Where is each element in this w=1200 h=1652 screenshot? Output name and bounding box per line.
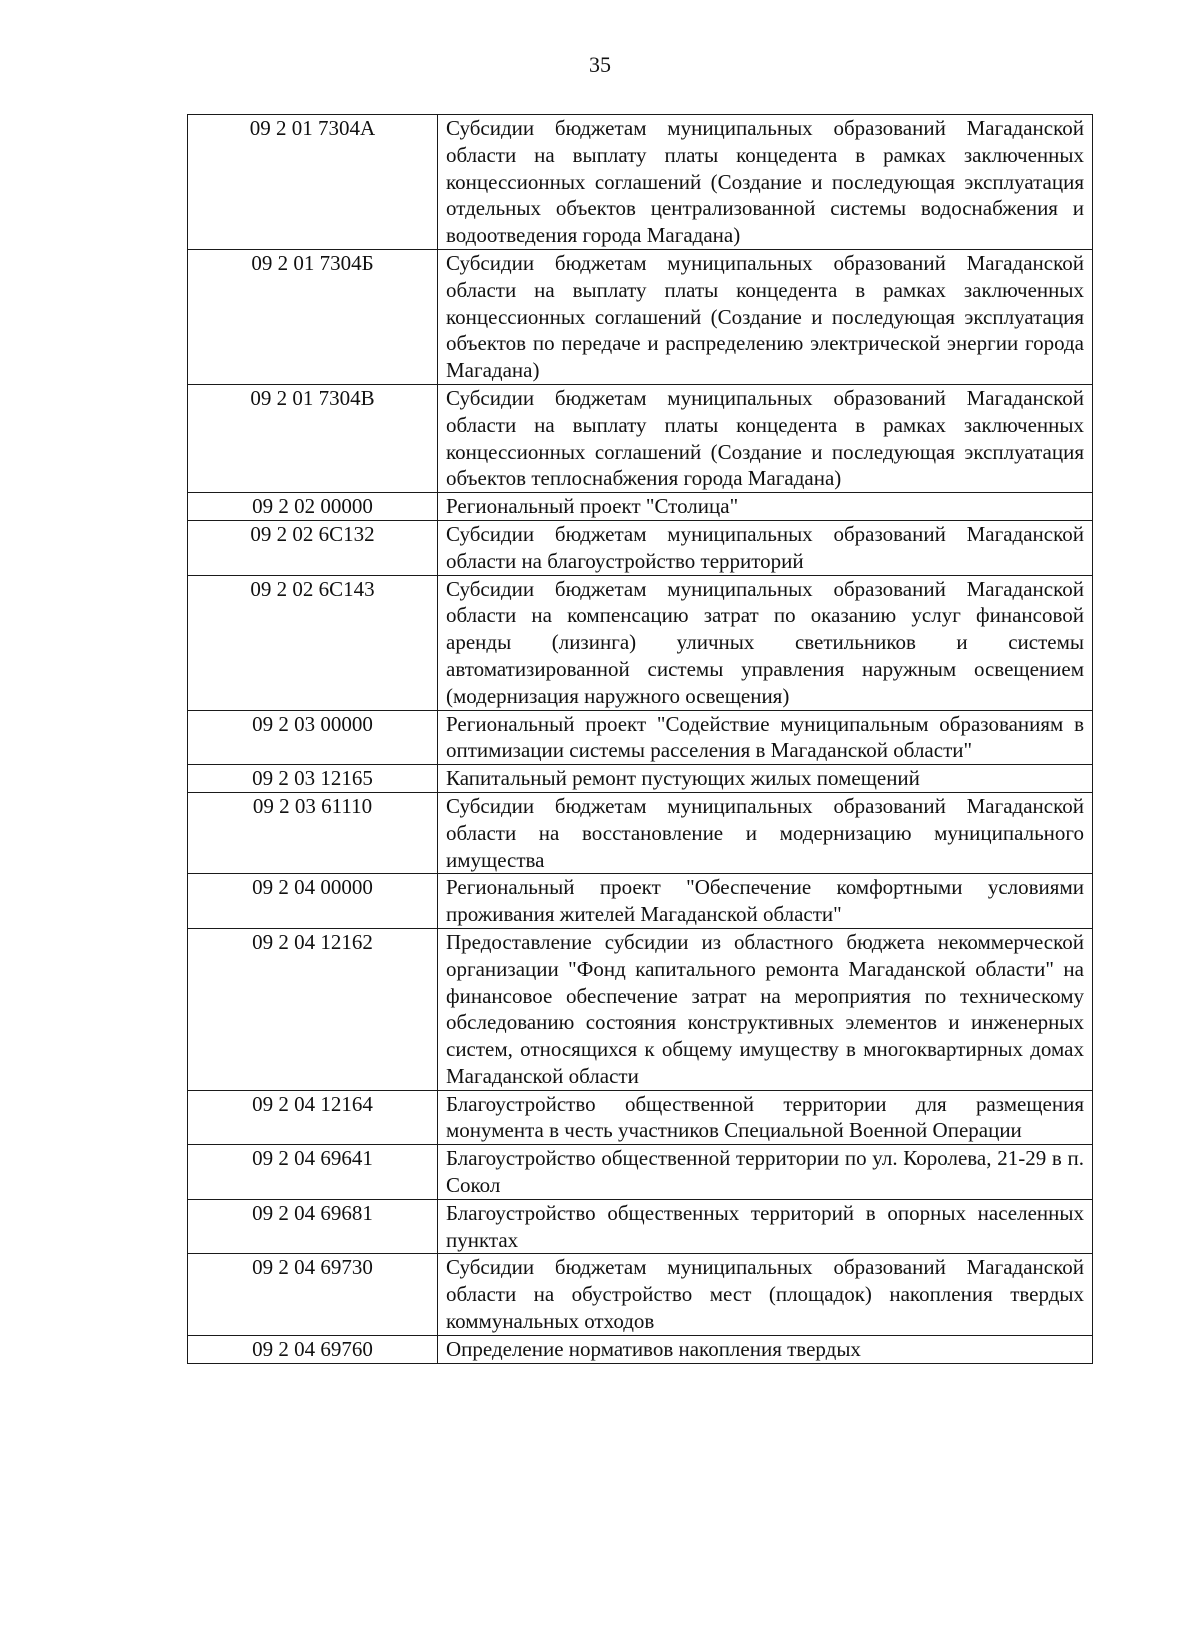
table-row bbox=[188, 1254, 1093, 1335]
row-code: 09 2 04 00000 bbox=[188, 874, 438, 929]
table-row bbox=[188, 520, 1093, 575]
row-description: Благоустройство общественной территории по ул. Королева, 21-29 в п. Сокол bbox=[438, 1145, 1093, 1200]
row-description: Капитальный ремонт пустующих жилых помещений bbox=[438, 765, 1093, 793]
table-row bbox=[188, 928, 1093, 1090]
row-description: Региональный проект "Содействие муниципальным образованиям в оптимизации системы расселения в Магаданской области" bbox=[438, 710, 1093, 765]
table-row bbox=[188, 115, 1093, 250]
row-code: 09 2 04 12162 bbox=[188, 928, 438, 1090]
row-description: Региональный проект "Столица" bbox=[438, 493, 1093, 521]
row-code: 09 2 02 6С143 bbox=[188, 575, 438, 710]
row-description: Субсидии бюджетам муниципальных образований Магаданской области на компенсацию затрат по оказанию услуг финансовой аренды (лизинга) уличных светильников и системы автоматизированной системы управления наружным освещением (модернизация наружного освещения) bbox=[438, 575, 1093, 710]
row-description: Предоставление субсидии из областного бюджета некоммерческой организации "Фонд капитального ремонта Магаданской области" на финансовое обеспечение затрат на мероприятия по техническому обследованию состояния конструктивных элементов и инженерных систем, относящихся к общему имуществу в многоквартирных домах Магаданской области bbox=[438, 928, 1093, 1090]
table-row bbox=[188, 792, 1093, 873]
table-body bbox=[188, 115, 1093, 1364]
row-code: 09 2 01 7304Б bbox=[188, 249, 438, 384]
row-description: Субсидии бюджетам муниципальных образований Магаданской области на выплату платы концедента в рамках заключенных концессионных соглашений (Создание и последующая эксплуатация отдельных объектов централизованной системы водоснабжения и водоотведения города Магадана) bbox=[438, 115, 1093, 250]
row-code: 09 2 04 69641 bbox=[188, 1145, 438, 1200]
row-code: 09 2 01 7304В bbox=[188, 384, 438, 492]
row-description: Благоустройство общественной территории для размещения монумента в честь участников Специальной Военной Операции bbox=[438, 1090, 1093, 1145]
row-description: Субсидии бюджетам муниципальных образований Магаданской области на благоустройство территорий bbox=[438, 520, 1093, 575]
table-row bbox=[188, 1335, 1093, 1363]
row-code: 09 2 02 6С132 bbox=[188, 520, 438, 575]
row-description: Субсидии бюджетам муниципальных образований Магаданской области на восстановление и модернизацию муниципального имущества bbox=[438, 792, 1093, 873]
table-row bbox=[188, 384, 1093, 492]
table-row bbox=[188, 575, 1093, 710]
row-code: 09 2 02 00000 bbox=[188, 493, 438, 521]
row-code: 09 2 04 69760 bbox=[188, 1335, 438, 1363]
table-row bbox=[188, 1199, 1093, 1254]
table-row bbox=[188, 493, 1093, 521]
row-description: Определение нормативов накопления твердых bbox=[438, 1335, 1093, 1363]
row-code: 09 2 01 7304А bbox=[188, 115, 438, 250]
row-code: 09 2 03 00000 bbox=[188, 710, 438, 765]
table-row bbox=[188, 1145, 1093, 1200]
table-row bbox=[188, 765, 1093, 793]
table-row bbox=[188, 874, 1093, 929]
table-row bbox=[188, 710, 1093, 765]
row-description: Благоустройство общественных территорий в опорных населенных пунктах bbox=[438, 1199, 1093, 1254]
row-code: 09 2 04 12164 bbox=[188, 1090, 438, 1145]
row-description: Субсидии бюджетам муниципальных образований Магаданской области на обустройство мест (площадок) накопления твердых коммунальных отходов bbox=[438, 1254, 1093, 1335]
row-description: Субсидии бюджетам муниципальных образований Магаданской области на выплату платы концедента в рамках заключенных концессионных соглашений (Создание и последующая эксплуатация объектов по передаче и распределению электрической энергии города Магадана) bbox=[438, 249, 1093, 384]
table-row bbox=[188, 249, 1093, 384]
page-number: 35 bbox=[589, 52, 611, 77]
row-code: 09 2 03 61110 bbox=[188, 792, 438, 873]
row-code: 09 2 04 69730 bbox=[188, 1254, 438, 1335]
table-row bbox=[188, 1090, 1093, 1145]
row-description: Субсидии бюджетам муниципальных образований Магаданской области на выплату платы концедента в рамках заключенных концессионных соглашений (Создание и последующая эксплуатация объектов теплоснабжения города Магадана) bbox=[438, 384, 1093, 492]
row-code: 09 2 03 12165 bbox=[188, 765, 438, 793]
row-description: Региональный проект "Обеспечение комфортными условиями проживания жителей Магаданской области" bbox=[438, 874, 1093, 929]
budget-code-table bbox=[187, 114, 1093, 1364]
row-code: 09 2 04 69681 bbox=[188, 1199, 438, 1254]
